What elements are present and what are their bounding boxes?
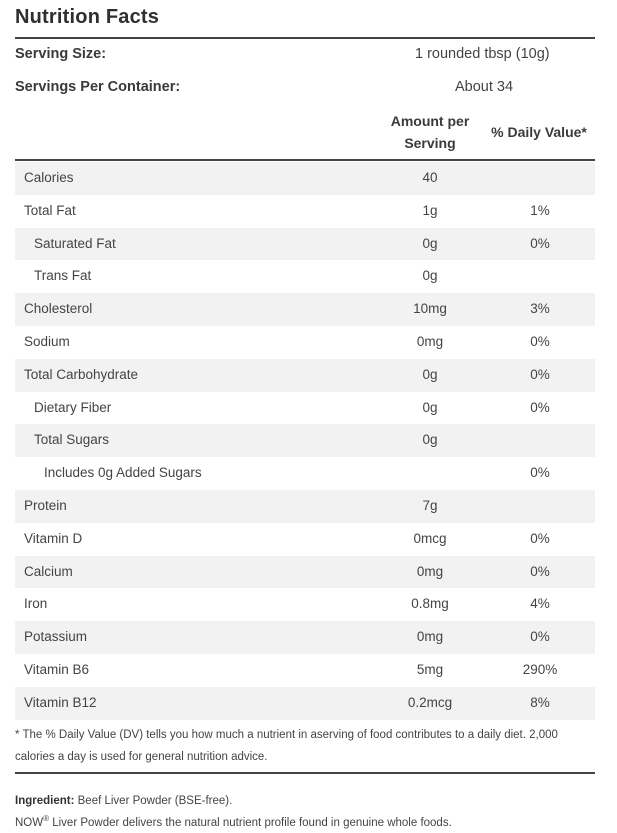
ingredient-note-line	[15, 812, 595, 833]
table-row	[15, 654, 595, 687]
table-row	[15, 588, 595, 621]
table-row	[15, 293, 595, 326]
registered-mark: ®	[43, 814, 50, 824]
ingredient-line	[15, 790, 595, 812]
table-row	[15, 687, 595, 720]
nutrient-label: Saturated Fat	[34, 235, 116, 251]
nutrient-label: Total Carbohydrate	[24, 366, 139, 382]
nutrient-amount: 10mg	[413, 301, 447, 317]
nutrient-label: Total Sugars	[34, 432, 110, 448]
ingredient-section	[15, 790, 595, 833]
ingredient-note: Liver Powder delivers the natural nutrient profile found in genuine whole foods.	[52, 817, 452, 829]
nutrient-amount: 0g	[422, 399, 438, 415]
table-row	[15, 457, 595, 490]
nutrient-daily-value: 0%	[530, 333, 550, 349]
nutrient-label: Total Fat	[24, 202, 76, 218]
nutrient-amount: 0g	[422, 432, 438, 448]
nutrient-amount: 0.8mg	[411, 596, 449, 612]
table-row	[15, 326, 595, 359]
table-row	[15, 195, 595, 228]
nutrient-amount: 0g	[422, 268, 438, 284]
nutrient-amount: 0g	[422, 235, 438, 251]
header-divider	[15, 159, 595, 161]
nutrient-table	[15, 162, 595, 720]
nutrient-amount: 7g	[422, 497, 438, 513]
servings-per-container-row	[15, 79, 595, 103]
nutrient-label: Vitamin D	[24, 530, 83, 546]
nutrient-daily-value: 0%	[530, 563, 550, 579]
table-row	[15, 490, 595, 523]
nutrient-daily-value: 0%	[530, 235, 550, 251]
daily-value-header: % Daily Value*	[491, 124, 587, 140]
nutrient-amount: 40	[422, 170, 438, 185]
ingredient-label: Ingredient:	[15, 795, 75, 807]
nutrient-label: Cholesterol	[24, 301, 93, 317]
nutrient-amount: 0mg	[416, 629, 444, 645]
table-row	[15, 228, 595, 261]
nutrient-daily-value: 0%	[530, 465, 550, 481]
serving-size-label: Serving Size:	[15, 46, 107, 62]
ingredient-text: Beef Liver Powder (BSE-free).	[77, 795, 233, 807]
table-row	[15, 359, 595, 392]
nutrient-label: Dietary Fiber	[34, 399, 112, 415]
nutrient-daily-value: 3%	[530, 301, 550, 317]
daily-value-footnote: * The % Daily Value (DV) tells you how much a nutrient in aserving of food contributes to a daily diet. 2,000 calories a day is used for general nutrition advice.	[15, 729, 558, 763]
table-row	[15, 556, 595, 589]
nutrient-daily-value: 8%	[530, 694, 550, 710]
nutrient-daily-value: 0%	[530, 399, 550, 415]
nutrient-label: Sodium	[24, 333, 70, 349]
table-row	[15, 392, 595, 425]
nutrient-daily-value: 1%	[530, 202, 550, 218]
table-row	[15, 621, 595, 654]
panel-title: Nutrition Facts	[15, 6, 160, 28]
table-row	[15, 424, 595, 457]
serving-size-row	[15, 46, 595, 70]
nutrient-amount: 5mg	[416, 661, 444, 677]
nutrient-amount: 0mg	[416, 333, 444, 349]
nutrient-daily-value: 0%	[530, 629, 550, 645]
nutrient-label: Vitamin B6	[24, 661, 90, 677]
nutrient-daily-value: 0%	[530, 530, 550, 546]
footer-divider	[15, 772, 595, 774]
title-divider	[15, 37, 595, 39]
nutrient-amount: 0.2mcg	[407, 694, 453, 710]
amount-per-serving-header	[375, 110, 485, 154]
table-row	[15, 162, 595, 195]
nutrient-daily-value: 290%	[522, 661, 558, 677]
serving-size-value: 1 rounded tbsp (10g)	[415, 46, 550, 62]
nutrient-label: Protein	[24, 497, 67, 513]
nutrient-amount: 0g	[422, 366, 438, 382]
nutrient-label: Potassium	[24, 629, 88, 645]
nutrient-label: Iron	[24, 596, 48, 612]
table-row	[15, 523, 595, 556]
amount-header-line1: Amount per	[390, 113, 470, 129]
nutrient-label: Vitamin B12	[24, 694, 97, 710]
nutrient-label: Trans Fat	[34, 268, 92, 284]
nutrient-daily-value: 4%	[530, 596, 550, 612]
nutrient-label: Includes 0g Added Sugars	[44, 465, 202, 481]
nutrient-label: Calories	[24, 170, 74, 185]
servings-per-container-value: About 34	[455, 79, 514, 95]
servings-per-container-label: Servings Per Container:	[15, 79, 181, 95]
nutrient-amount: 0mcg	[413, 530, 447, 546]
brand-name: NOW	[15, 817, 44, 829]
nutrient-daily-value: 0%	[530, 366, 550, 382]
nutrient-amount: 1g	[422, 202, 438, 218]
nutrient-label: Calcium	[24, 563, 73, 579]
nutrient-amount: 0mg	[416, 563, 444, 579]
table-row	[15, 260, 595, 293]
amount-header-line2: Serving	[404, 135, 456, 151]
